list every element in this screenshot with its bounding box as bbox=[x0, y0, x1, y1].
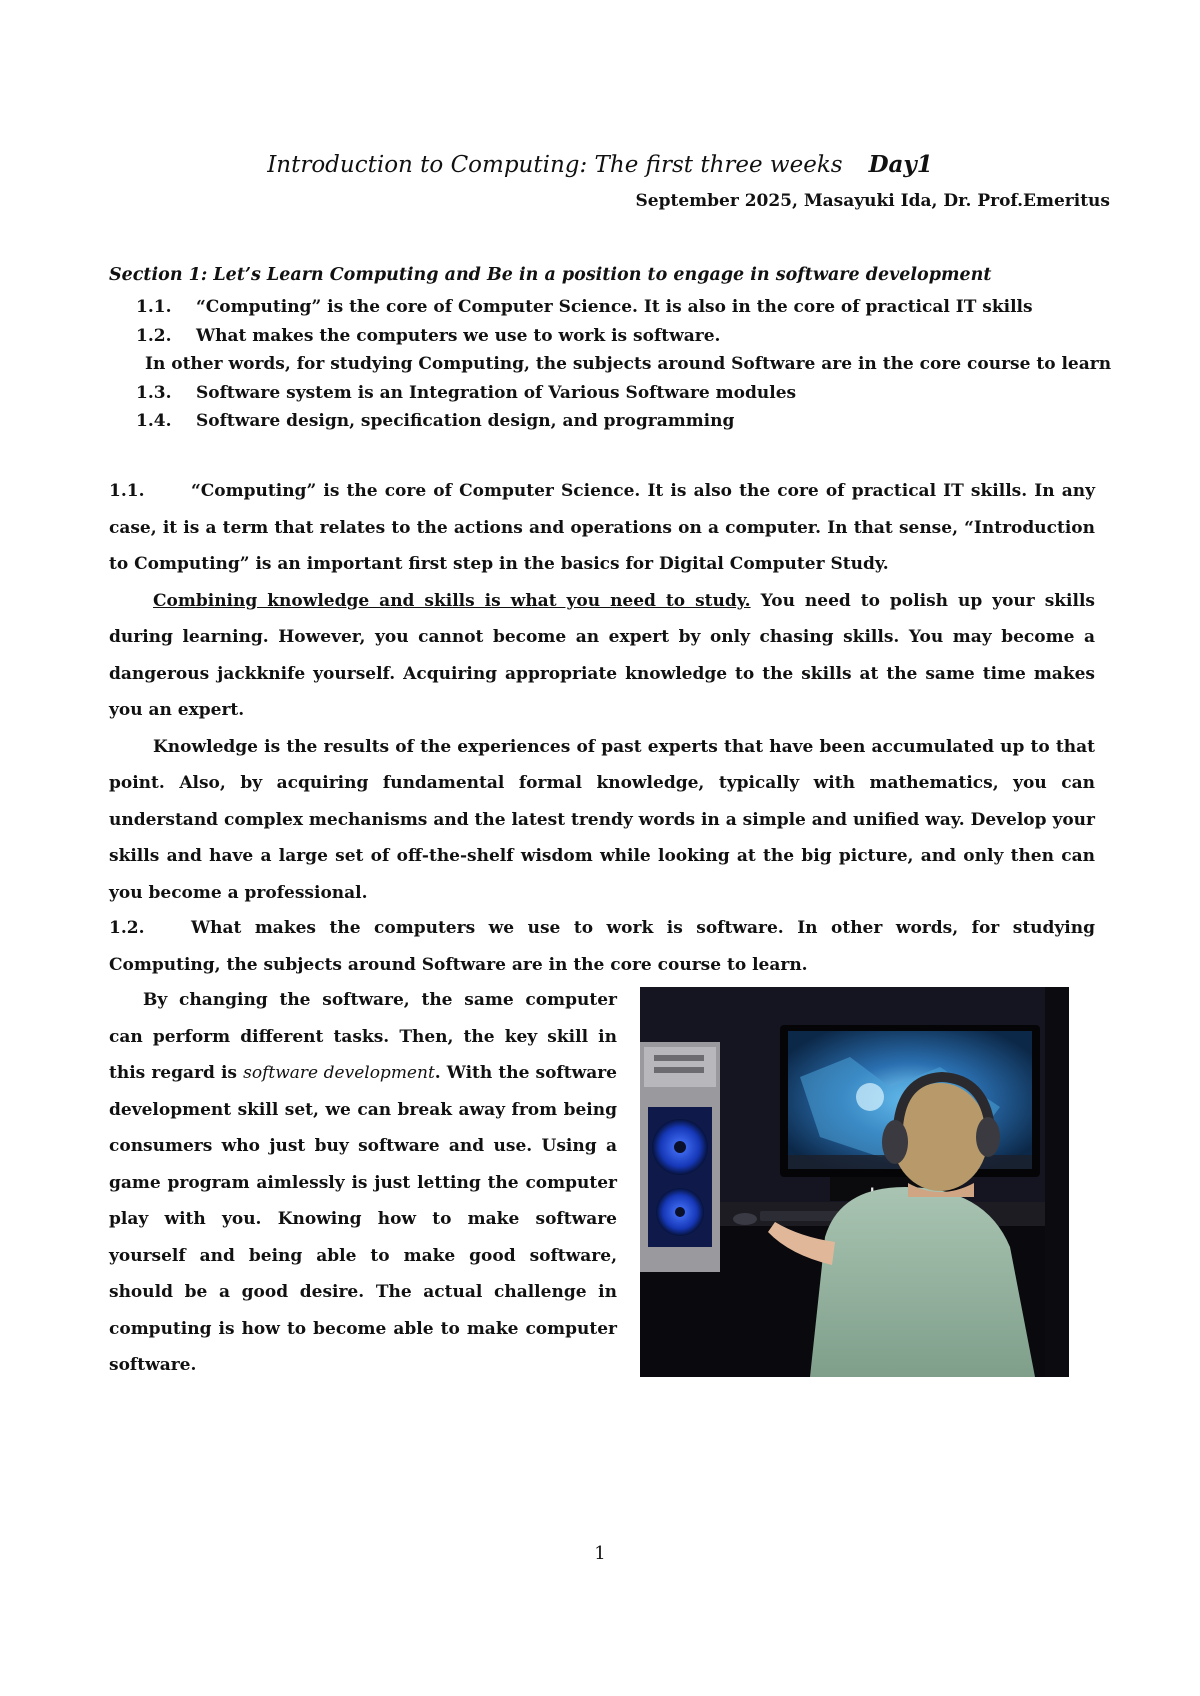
document-title bbox=[0, 150, 1200, 180]
section-outline bbox=[109, 293, 1112, 436]
section-number: 1.1. bbox=[109, 481, 145, 501]
paragraph-text: “Computing” is the core of Computer Science. It is also the core of practical IT skills. In any case, it is a term that relates to the actions and operations on a computer. In that sense, “Introduction to Computing” is an important first step in the basics for Digital Computer Study. bbox=[109, 481, 1095, 574]
section-number: 1.2. bbox=[109, 918, 145, 938]
outline-item bbox=[109, 350, 1112, 379]
paragraph bbox=[109, 473, 1095, 583]
outline-item bbox=[109, 407, 1109, 436]
outline-text: In other words, for studying Computing, the subjects around Software are in the core course to learn bbox=[145, 354, 1112, 374]
section-heading: Section 1: Let’s Learn Computing and Be in a position to engage in software development bbox=[109, 265, 992, 285]
outline-item bbox=[109, 293, 1109, 322]
paragraph bbox=[109, 982, 617, 1384]
gaming-photo bbox=[640, 987, 1069, 1377]
paragraph-text: By changing the software, the same computer can perform different tasks. Then, the key skill in this regard is bbox=[109, 990, 617, 1083]
section-1-1 bbox=[109, 473, 1095, 911]
outline-number: 1.2. bbox=[136, 325, 172, 346]
paragraph bbox=[109, 910, 1095, 983]
outline-item bbox=[109, 322, 1109, 351]
outline-number: 1.1. bbox=[136, 297, 172, 317]
outline-text: “Computing” is the core of Computer Science. It is also in the core of practical IT skills bbox=[196, 297, 1033, 317]
author-date-line: September 2025, Masayuki Ida, Dr. Prof.Emeritus bbox=[635, 191, 1110, 211]
title-text: Introduction to Computing: The first three weeks bbox=[267, 152, 843, 178]
paragraph bbox=[109, 583, 1095, 729]
paragraph-text: You need to polish up your skills during learning. However, you cannot become an expert by only chasing skills. You may become a dangerous jackknife yourself. Acquiring appropriate knowledge to the skills at the same time makes you an expert. bbox=[109, 590, 1095, 720]
paragraph-text: Knowledge is the results of the experiences of past experts that have been accumulated up to that point. Also, by acquiring fundamental formal knowledge, typically with mathematics, you can understand complex mechanisms and the latest trendy words in a simple and unified way. Develop your skills and have a large set of off-the-shelf wisdom while looking at the big picture, and only then can you become a professional. bbox=[109, 736, 1095, 903]
outline-number: 1.4. bbox=[136, 411, 172, 431]
outline-item bbox=[109, 379, 1109, 408]
outline-number: 1.3. bbox=[136, 382, 172, 403]
italic-term: software development bbox=[243, 1063, 435, 1083]
outline-text: What makes the computers we use to work is software. bbox=[196, 325, 721, 346]
outline-text: Software design, specification design, and programming bbox=[196, 411, 735, 431]
section-1-2-heading bbox=[109, 910, 1095, 983]
paragraph-text: What makes the computers we use to work is software. In other words, for studying Computing, the subjects around Software are in the core course to learn. bbox=[109, 918, 1095, 975]
page-number: 1 bbox=[594, 1543, 606, 1564]
paragraph-text: . With the software development skill set, we can break away from being consumers who just buy software and use. Using a game program aimlessly is just letting the computer play with you. Knowing how to make software yourself and being able to make good software, should be a good desire. The actual challenge in computing is how to become able to make computer software. bbox=[109, 1063, 617, 1375]
underlined-sentence: Combining knowledge and skills is what you need to study. bbox=[153, 590, 751, 611]
outline-text: Software system is an Integration of Various Software modules bbox=[196, 382, 797, 403]
title-day: Day1 bbox=[868, 151, 933, 178]
paragraph bbox=[109, 729, 1095, 912]
gaming-photo-illustration bbox=[640, 987, 1069, 1377]
section-1-2-body bbox=[109, 982, 617, 1384]
